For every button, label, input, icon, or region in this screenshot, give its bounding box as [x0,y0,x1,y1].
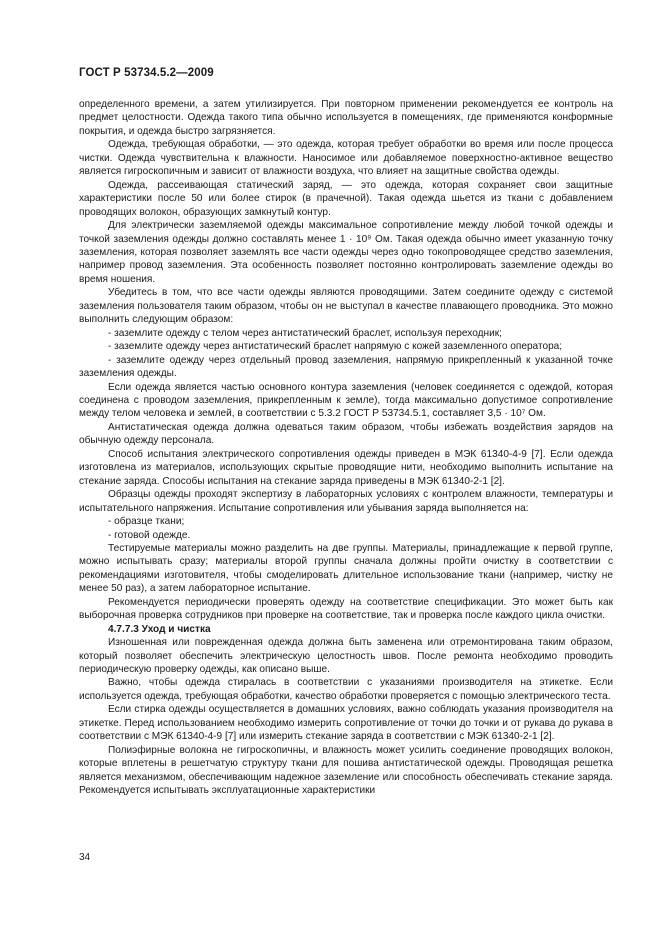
paragraph: Тестируемые материалы можно разделить на две группы. Материалы, принадлежащие к первой группе, можно испытывать сразу; материалы второй группы сначала должны пройти очистку в соответствии с рекомендациями изготовителя, чтобы смоделировать длительное использование ткани (например, чистку не менее 50 раз), а затем лабораторное испытание. [79,542,613,595]
paragraph: Если стирка одежды осуществляется в домашних условиях, важно соблюдать указания производителя на этикетке. Перед использованием необходимо измерить сопротивление от точки до точки и от рукава до рукава в соответствии с МЭК 61340-4-9 [7] или измерить стекание заряда в соответствии с МЭК 61340-2-1 [2]. [79,704,613,743]
paragraph: Способ испытания электрического сопротивления одежды приведен в МЭК 61340-4-9 [7]. Если одежда изготовлена из материалов, использующих скрытые проводящие нити, необходимо выполнить испытание на стекание заряда. Способы испытания на стекание заряда приведены в МЭК 61340-2-1 [2]. [79,448,613,487]
list-item: - заземлите одежду через антистатический браслет напрямую с кожей заземленного оператора; [108,341,563,353]
paragraph: определенного времени, а затем утилизируется. При повторном применении рекомендуется ее контроль на предмет целостности. Одежда такого типа обычно используется в помещениях, где применяются конформные покрытия, и одежда быстро загрязняется. [79,99,613,137]
paragraph: Если одежда является частью основного контура заземления (человек соединяется с одеждой, которая соединена с проводом заземления, прикрепленным к земле), тогда максимально допустимое сопротивление между телом человека и землей, в соответствии с 5.3.2 ГОСТ Р 53734.5.1, составляет 3,5 · 10⁷ Ом. [79,381,613,420]
list-item: - готовой одежде. [108,529,191,541]
paragraph: Полиэфирные волокна не гигроскопичны, и влажность может усилить соединение проводящих волокон, которые вплетены в решетчатую структуру ткани для пошива антистатической одежды. Проводящая решетка является механизмом, обеспечивающим надежное заземление или способность обеспечивать стекание заряда. Рекомендуется испытывать эксплуатационные характеристики [79,744,613,797]
paragraph: Одежда, требующая обработки, — это одежда, которая требует обработки во время или после процесса чистки. Одежда чувствительна к влажности. Наносимое или добавляемое поверхностно-активное вещество является гигроскопичным и зависит от влажности воздуха, что влияет на защитные свойства одежды. [79,139,613,178]
list-item: - заземлите одежду через отдельный провод заземления, напрямую прикрепленный к указанной точке заземления одежды. [79,354,613,380]
document-header: ГОСТ Р 53734.5.2—2009 [79,67,214,79]
paragraph: Для электрически заземляемой одежды максимальное сопротивление между любой точкой одежды и точкой заземления одежды должно составлять менее 1 · 10⁹ Ом. Такая одежда обычно имеет указанную точку заземления, которая позволяет заземлять все части одежды через одно токопроводящее средство заземления, например провод заземления. Эта особенность позволяет постоянно контролировать заземление одежды во время ношения. [79,220,613,285]
paragraph: Убедитесь в том, что все части одежды являются проводящими. Затем соедините одежду с системой заземления пользователя таким образом, чтобы он не выступал в качестве плавающего проводника. Это можно выполнить следующим образом: [79,287,613,326]
section-heading: 4.7.7.3 Уход и чистка [108,623,211,635]
paragraph: Важно, чтобы одежда стиралась в соответствии с указаниями производителя на этикетке. Если используется одежда, требующая обработки, качество обработки проверяется с помощью электрического теста. [79,677,613,702]
paragraph: Антистатическая одежда должна одеваться таким образом, чтобы избежать воздействия зарядов на обычную одежду персонала. [79,421,613,447]
paragraph: Рекомендуется периодически проверять одежду на соответствие спецификации. Это может быть как выборочная проверка сотрудников при проверке на соответствие, так и проверка после каждого цикла очистки. [79,596,613,622]
document-body [79,98,613,798]
paragraph: Одежда, рассеивающая статический заряд, — это одежда, которая сохраняет свои защитные характеристики после 50 или более стирок (в прачечной). Такая одежда шьется из ткани с добавлением проводящих волокон, образующих замкнутый контур. [79,179,613,218]
paragraph: Образцы одежды проходят экспертизу в лабораторных условиях с контролем влажности, температуры и испытательного напряжения. Испытание сопротивления или убывания заряда выполняется на: [79,489,613,514]
paragraph: Изношенная или поврежденная одежда должна быть заменена или отремонтирована таким образом, который позволяет обеспечить электрическую целостность швов. После ремонта необходимо проводить периодическую проверку одежды, как описано выше. [79,637,613,676]
list-item: - образце ткани; [108,516,185,528]
list-item: - заземлите одежду с телом через антистатический браслет, используя переходник; [108,327,502,339]
page-number: 34 [79,852,91,863]
